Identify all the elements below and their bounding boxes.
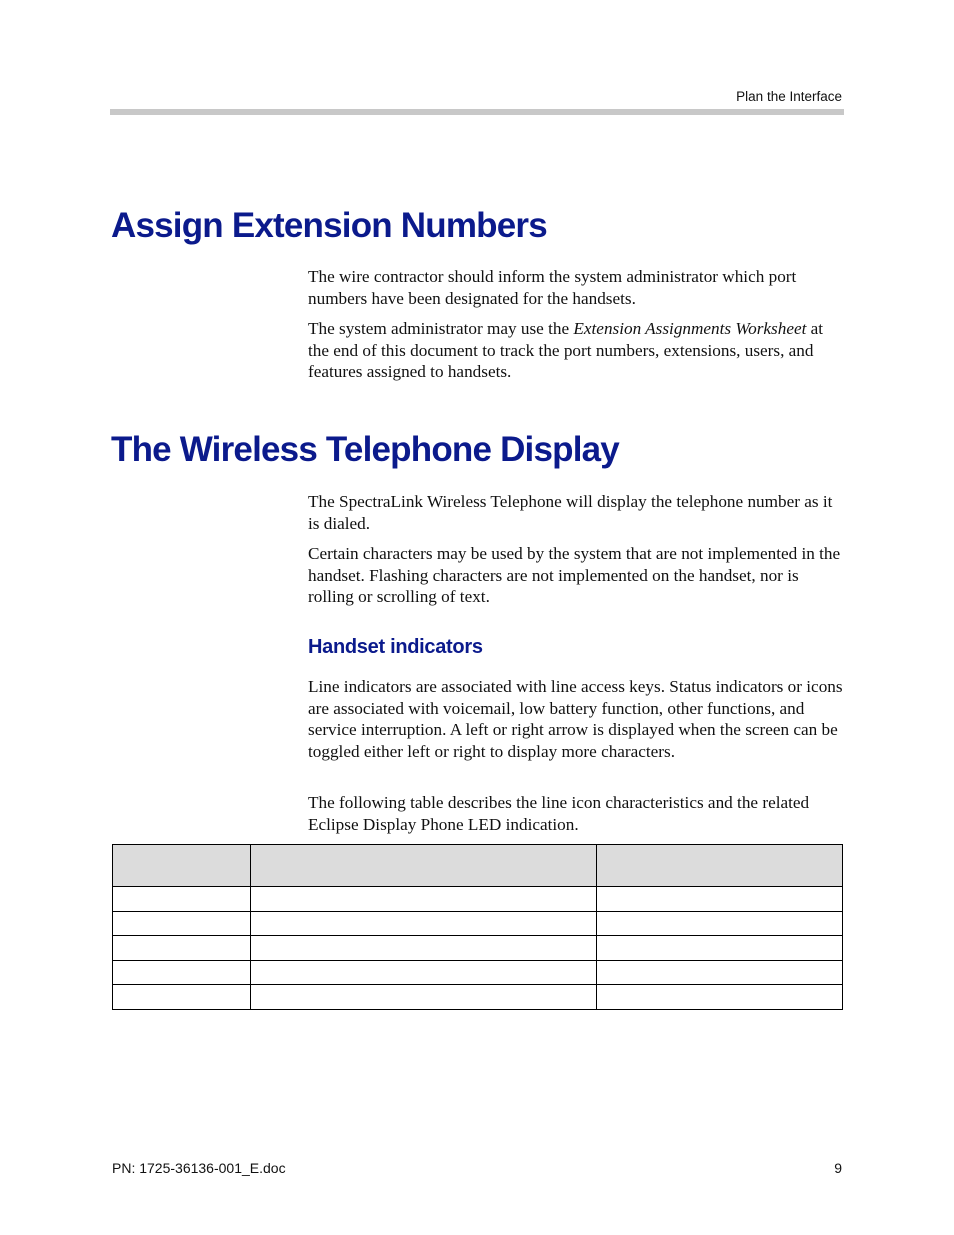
text-run: at the end of this document to track the port numbers, extensions, users, and features assigned to handsets. [308,319,824,381]
table-cell [113,985,251,1010]
table-cell [597,960,843,985]
table-header-cell [597,845,843,887]
paragraph-display-dialed: The SpectraLink Wireless Telephone will display the telephone number as it is dialed. [308,492,833,533]
paragraph-system-administrator [308,318,843,383]
text-run: The system administrator may use the [308,319,574,338]
paragraph-line-indicators: Line indicators are associated with line access keys. Status indicators or icons are associated with voicemail, low battery function, other functions, and service interruption. A left or right arrow is displayed when the screen can be toggled either left or right to display more characters. [308,677,843,761]
paragraph-following-table: The following table describes the line icon characteristics and the related Eclipse Display Phone LED indication. [308,793,810,834]
worksheet-title: Extension Assignments Worksheet [573,319,807,338]
heading-wireless-telephone-display: The Wireless Telephone Display [111,430,619,469]
table-cell [113,887,251,912]
table-row [113,960,843,985]
heading-handset-indicators: Handset indicators [308,636,483,658]
paragraph-certain-characters: Certain characters may be used by the system that are not implemented in the handset. Flashing characters are not implemented on the handset, nor is rolling or scrolling of text. [308,544,841,606]
table-header-cell [113,845,251,887]
footer-part-number: PN: 1725-36136-001_E.doc [112,1160,286,1176]
table-row [113,887,843,912]
footer-page-number: 9 [834,1160,842,1176]
table-header-cell [251,845,597,887]
running-header: Plan the Interface [736,89,842,104]
table-cell [251,960,597,985]
heading-assign-extension-numbers: Assign Extension Numbers [111,206,547,245]
table-cell [597,985,843,1010]
table-cell [597,936,843,961]
table-cell [251,911,597,936]
table-row [113,936,843,961]
table-cell [597,911,843,936]
paragraph-wire-contractor: The wire contractor should inform the system administrator which port numbers have been designated for the handsets. [308,267,797,308]
table-cell [251,985,597,1010]
table-cell [597,887,843,912]
table-cell [113,960,251,985]
header-rule [110,109,844,115]
line-icon-table [112,844,843,1010]
table-cell [113,936,251,961]
table-header-row [113,845,843,887]
table-row [113,911,843,936]
table-cell [113,911,251,936]
table-cell [251,887,597,912]
table-row [113,985,843,1010]
table-cell [251,936,597,961]
